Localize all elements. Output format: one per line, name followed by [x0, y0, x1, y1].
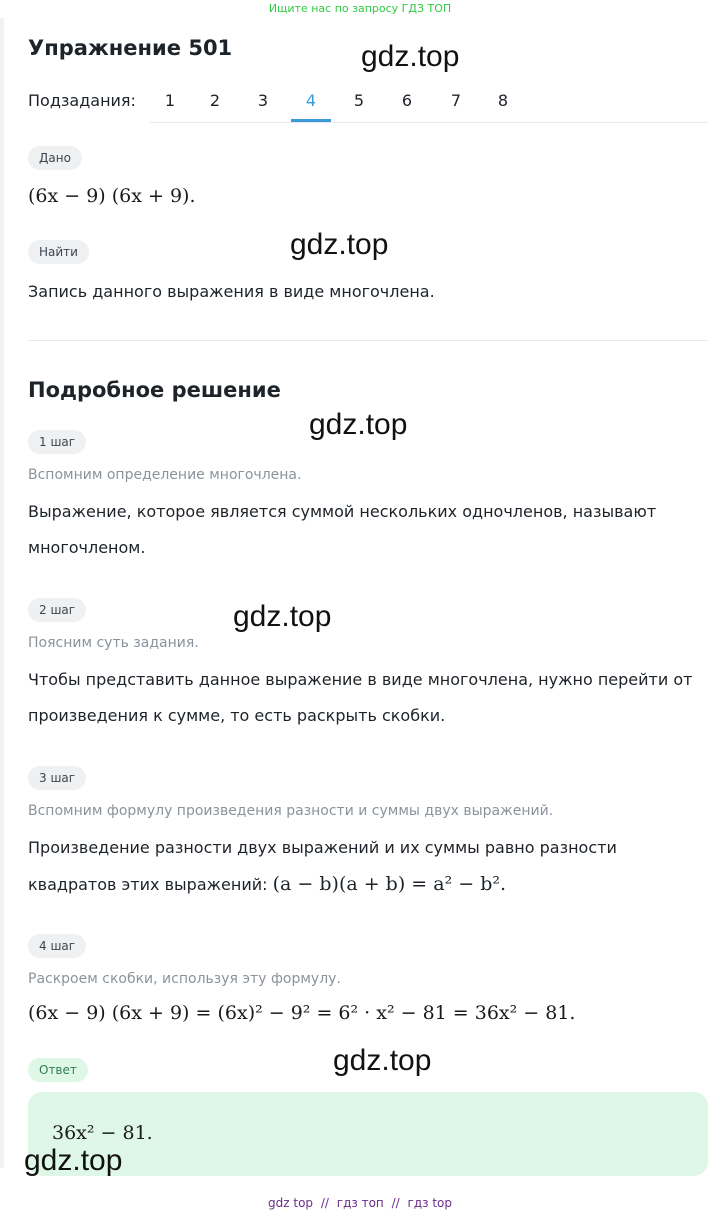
- tab-subtask-1[interactable]: 1: [164, 91, 176, 110]
- footer-link-2[interactable]: гдз топ: [336, 1196, 384, 1210]
- tab-subtask-7[interactable]: 7: [450, 91, 462, 110]
- step-3-text-line2-words: квадратов этих выражений:: [28, 875, 268, 894]
- step-2-hint: Поясним суть задания.: [28, 635, 199, 651]
- solution-heading: Подробное решение: [28, 378, 281, 402]
- watermark: gdz.top: [361, 40, 460, 73]
- step-4-tag: 4 шаг: [28, 934, 86, 958]
- left-rule: [0, 18, 4, 1168]
- footer-separator: //: [391, 1196, 400, 1210]
- tab-subtask-3[interactable]: 3: [257, 91, 269, 110]
- step-4-formula: (6x − 9) (6x + 9) = (6x)² − 9² = 6² · x² − 81 = 36x² − 81.: [28, 1002, 576, 1024]
- watermark: gdz.top: [24, 1144, 123, 1177]
- tab-subtask-5[interactable]: 5: [353, 91, 365, 110]
- subtask-tabs: [150, 82, 708, 123]
- divider: [28, 340, 708, 341]
- tab-subtask-6[interactable]: 6: [401, 91, 413, 110]
- given-tag: Дано: [28, 146, 82, 170]
- exercise-card: [6, 18, 720, 1177]
- answer-tag: Ответ: [28, 1058, 88, 1082]
- subtasks-label: Подзадания:: [28, 91, 136, 110]
- footer-link-3[interactable]: гдз top: [407, 1196, 452, 1210]
- watermark: gdz.top: [333, 1044, 432, 1077]
- given-expression: (6x − 9) (6x + 9).: [28, 185, 196, 207]
- step-1-hint: Вспомним определение многочлена.: [28, 467, 302, 483]
- top-banner[interactable]: Ищите нас по запросу ГДЗ ТОП: [268, 2, 452, 15]
- footer-link-1[interactable]: gdz top: [268, 1196, 314, 1210]
- watermark: gdz.top: [290, 228, 389, 261]
- footer-separator: //: [320, 1196, 329, 1210]
- step-1-text: Выражение, которое является суммой нескольких одночленов, называют многочленом.: [28, 502, 657, 557]
- find-text: Запись данного выражения в виде многочлена.: [28, 282, 435, 301]
- step-4-hint: Раскроем скобки, используя эту формулу.: [28, 971, 341, 987]
- answer-box: [28, 1092, 708, 1176]
- tab-subtask-2[interactable]: 2: [209, 91, 221, 110]
- watermark: gdz.top: [309, 408, 408, 441]
- tab-subtask-8[interactable]: 8: [497, 91, 509, 110]
- step-2-tag: 2 шаг: [28, 598, 86, 622]
- page-title: Упражнение 501: [28, 36, 233, 60]
- step-3-text-line2: [28, 866, 506, 903]
- step-1-tag: 1 шаг: [28, 430, 86, 454]
- step-3-hint: Вспомним формулу произведения разности и суммы двух выражений.: [28, 803, 554, 819]
- tab-subtask-4[interactable]: 4: [291, 82, 331, 122]
- footer-links: [0, 1196, 720, 1210]
- step-3-tag: 3 шаг: [28, 766, 86, 790]
- find-tag: Найти: [28, 240, 89, 264]
- watermark: gdz.top: [233, 600, 332, 633]
- step-2-text: Чтобы представить данное выражение в виде многочлена, нужно перейти от произведения к сумме, то есть раскрыть скобки.: [28, 670, 693, 725]
- step-3-formula: (a − b)(a + b) = a² − b².: [272, 873, 507, 895]
- step-3-text-line1: Произведение разности двух выражений и их суммы равно разности: [28, 838, 617, 857]
- answer-value: 36x² − 81.: [52, 1122, 153, 1144]
